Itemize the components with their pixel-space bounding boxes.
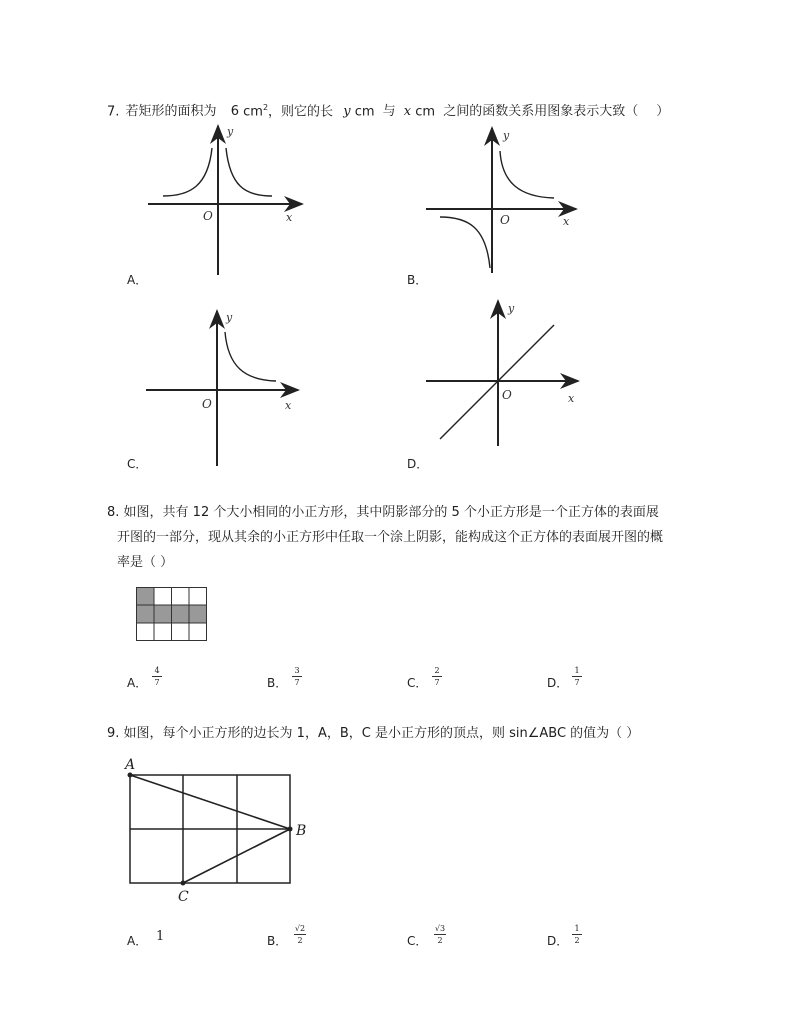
q9-option-c-label[interactable]: C． (407, 934, 428, 948)
shaded-square (189, 605, 207, 623)
q7-unit-y: cm (354, 104, 375, 120)
q7-option-b[interactable]: B． (407, 273, 428, 287)
q7-text-end: ） (656, 104, 670, 120)
curve-right (226, 148, 272, 196)
q7-var-y: y (343, 104, 351, 120)
q8-option-c-fraction: 2 7 (430, 666, 444, 687)
shaded-square (137, 605, 155, 623)
q8-line1: 如图，共有 12 个大小相同的小正方形，其中阴影部分的 5 个小正方形是一个正方体的表面展 (123, 505, 659, 520)
q7-option-a[interactable]: A． (127, 273, 148, 287)
q7-unit-x: cm (415, 104, 436, 120)
q7-option-d[interactable]: D． (407, 457, 429, 471)
q8-option-d-label[interactable]: D． (547, 676, 569, 690)
q8-stem-line3: 率是（ ） (117, 555, 174, 570)
q8-number: 8. (107, 505, 120, 520)
point-b-label: B (296, 823, 307, 839)
q7-number: 7. (107, 104, 120, 120)
segment-ab (130, 775, 290, 829)
q9-option-d-fraction: 1 2 (570, 924, 584, 945)
origin-label: O (202, 397, 212, 411)
q7-text-c: 与 (382, 104, 396, 120)
q7-text-a: 若矩形的面积为 (125, 104, 217, 120)
q8-option-b-fraction: 3 7 (290, 666, 304, 687)
axis-label-y: y (226, 311, 233, 324)
point-a-dot (128, 773, 133, 778)
curve-q1 (225, 332, 276, 381)
axis-label-x: x (286, 211, 293, 224)
point-a-label: A (125, 757, 136, 773)
axis-label-x: x (568, 392, 575, 405)
curve-q3 (440, 217, 490, 268)
point-c-dot (181, 881, 186, 886)
q7-unit-sup: 2 (262, 103, 269, 112)
q7-graph-d (420, 298, 590, 448)
shaded-square (137, 588, 155, 606)
q7-graph-a (140, 120, 310, 280)
q8-square-grid (136, 587, 208, 643)
axis-label-y: y (503, 129, 510, 142)
origin-label: O (502, 388, 512, 402)
q9-option-d-label[interactable]: D． (547, 934, 569, 948)
axis-label-x: x (563, 215, 570, 228)
shaded-square (154, 605, 172, 623)
q8-option-c-label[interactable]: C． (407, 676, 428, 690)
q8-stem-line1 (107, 500, 659, 525)
q9-option-a-label[interactable]: A． (127, 934, 148, 948)
q9-figure (120, 755, 320, 905)
q7-unit: cm (243, 104, 263, 120)
q8-option-a-label[interactable]: A． (127, 676, 148, 690)
q8-option-d-fraction: 1 7 (570, 666, 584, 687)
q7-text-b: ，则它的长 (268, 104, 334, 120)
q7-graph-b (420, 125, 590, 275)
q9-text: 如图，每个小正方形的边长为 1，A，B，C 是小正方形的顶点，则 sin∠ABC 的值为（ ） (123, 726, 640, 741)
q7-area-value: 6 (230, 104, 239, 120)
curve-q1 (500, 151, 554, 198)
axis-label-y: y (227, 125, 234, 138)
q9-option-a-value: 1 (156, 929, 165, 944)
q7-option-c[interactable]: C． (127, 457, 148, 471)
q9-option-b-label[interactable]: B． (267, 934, 288, 948)
q7-var-x: x (403, 104, 412, 120)
axis-label-x: x (285, 399, 292, 412)
curve-left (163, 148, 212, 196)
q8-option-b-label[interactable]: B． (267, 676, 288, 690)
q7-graph-c (140, 308, 310, 468)
origin-label: O (203, 209, 213, 223)
point-c-label: C (178, 889, 189, 905)
q8-option-a-fraction: 4 7 (150, 666, 164, 687)
q9-stem (107, 721, 639, 746)
axis-label-y: y (508, 302, 515, 315)
q9-option-b-fraction: √2 2 (294, 924, 306, 945)
origin-label: O (500, 213, 510, 227)
shaded-square (172, 605, 190, 623)
q9-option-c-fraction: √3 2 (434, 924, 446, 945)
q9-number: 9. (107, 726, 120, 741)
q7-text-d: 之间的函数关系用图象表示大致（ (443, 104, 639, 120)
q8-stem-line2: 开图的一部分，现从其余的小正方形中任取一个涂上阴影，能构成这个正方体的表面展开图的概 (117, 530, 664, 545)
point-b-dot (288, 827, 293, 832)
